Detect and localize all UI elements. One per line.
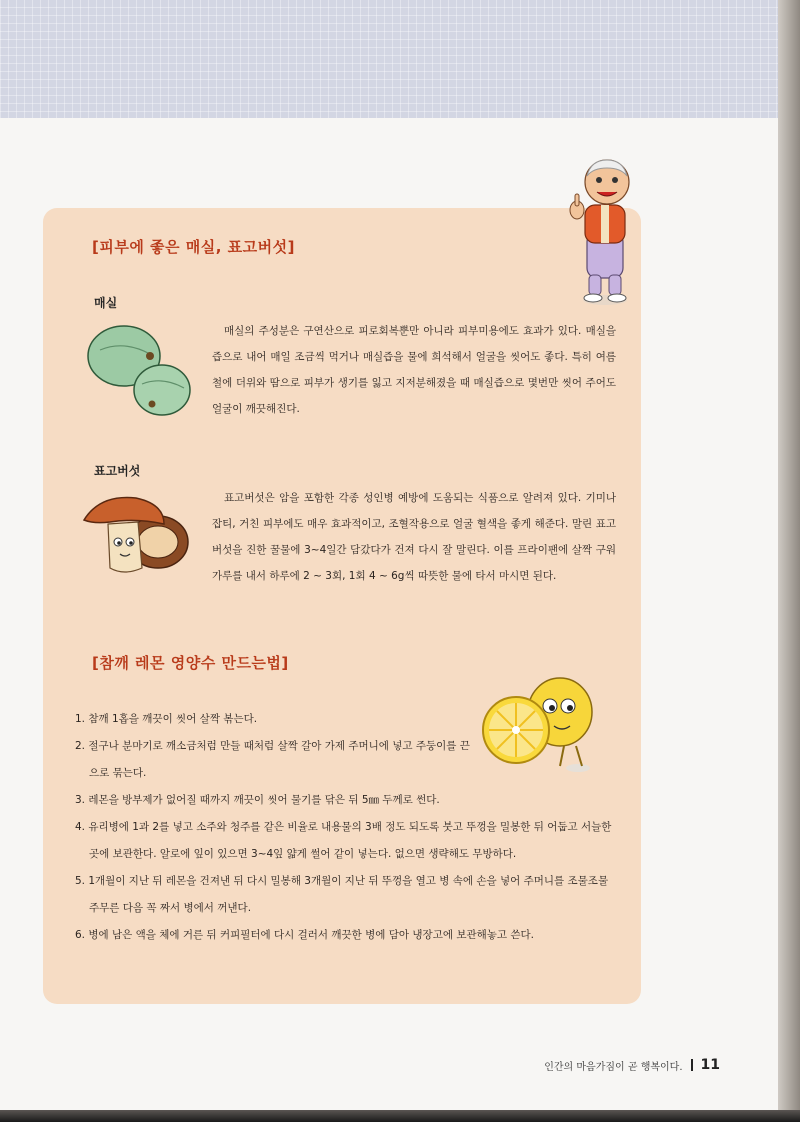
shiitake-mushroom-illustration — [80, 490, 195, 585]
section-title-skin: [피부에 좋은 매실, 표고버섯] — [92, 238, 295, 256]
plum-paragraph: 매실의 주성분은 구연산으로 피로회복뿐만 아니라 피부미용에도 효과가 있다. 매실을 즙으로 내어 매일 조금씩 먹거나 매실즙을 물에 희석해서 얼굴을 씻어도 좋다. 특히 여름철에 더위와 땀으로 피부가 생기를 잃고 지저분해졌을 때 매실즙으로 몇번만 씻어 주어도 얼굴이 깨끗해진다. — [212, 325, 616, 415]
page-footer — [544, 1057, 720, 1073]
green-plum-illustration — [80, 320, 198, 420]
page-bottom-edge — [0, 1110, 800, 1122]
recipe-step: 6. 병에 남은 액을 체에 거른 뒤 커피필터에 다시 걸러서 깨끗한 병에 담아 냉장고에 보관해놓고 쓴다. — [75, 929, 534, 941]
recipe-step: 2. 절구나 분마기로 깨소금처럼 만들 때처럼 살짝 갈아 가제 주머니에 넣고 주둥이를 끈으로 묶는다. — [75, 740, 470, 779]
page-edge — [778, 0, 800, 1122]
page-number: 11 — [700, 1057, 720, 1073]
mushroom-paragraph: 표고버섯은 암을 포함한 각종 성인병 예방에 도움되는 식품으로 알려져 있다. 기미나 잡티, 거친 피부에도 매우 효과적이고, 조혈작용으로 얼굴 혈색을 좋게 해준다. 말린 표고버섯을 진한 꿀물에 3~4일간 담갔다가 건져 다시 잘 말린다. 이를 프라이팬에 살짝 구워 가루를 내서 하루에 2 ~ 3회, 1회 4 ~ 6g씩 따뜻한 물에 타서 마시면 된다. — [212, 492, 616, 582]
recipe-step: 1. 참깨 1홉을 깨끗이 씻어 살짝 볶는다. — [75, 713, 258, 725]
section-title-recipe: [참깨 레몬 영양수 만드는법] — [92, 654, 289, 672]
grandpa-thumbs-up-illustration — [565, 150, 645, 310]
mushroom-heading: 표고버섯 — [94, 464, 141, 478]
footer-divider — [691, 1059, 693, 1071]
recipe-step: 5. 1개월이 지난 뒤 레몬을 건져낸 뒤 다시 밀봉해 3개월이 지난 뒤 뚜껑을 열고 병 속에 손을 넣어 주머니를 조물조물 주무른 다음 꼭 짜서 병에서 꺼낸다. — [75, 875, 609, 914]
recipe-steps-list — [75, 706, 620, 949]
recipe-step: 4. 유리병에 1과 2를 넣고 소주와 청주를 같은 비율로 내용물의 3배 정도 되도록 붓고 뚜껑을 밀봉한 뒤 어둡고 서늘한 곳에 보관한다. 알로에 잎이 있으면 3~4잎 얇게 썰어 같이 넣는다. 없으면 생략해도 무방하다. — [75, 821, 612, 860]
plum-heading: 매실 — [94, 296, 118, 310]
top-pattern-band — [0, 0, 800, 118]
recipe-step: 3. 레몬을 방부제가 없어질 때까지 깨끗이 씻어 물기를 닦은 뒤 5㎜ 두께로 썬다. — [75, 794, 440, 806]
footer-tagline: 인간의 마음가짐이 곧 행복이다. — [544, 1061, 683, 1073]
